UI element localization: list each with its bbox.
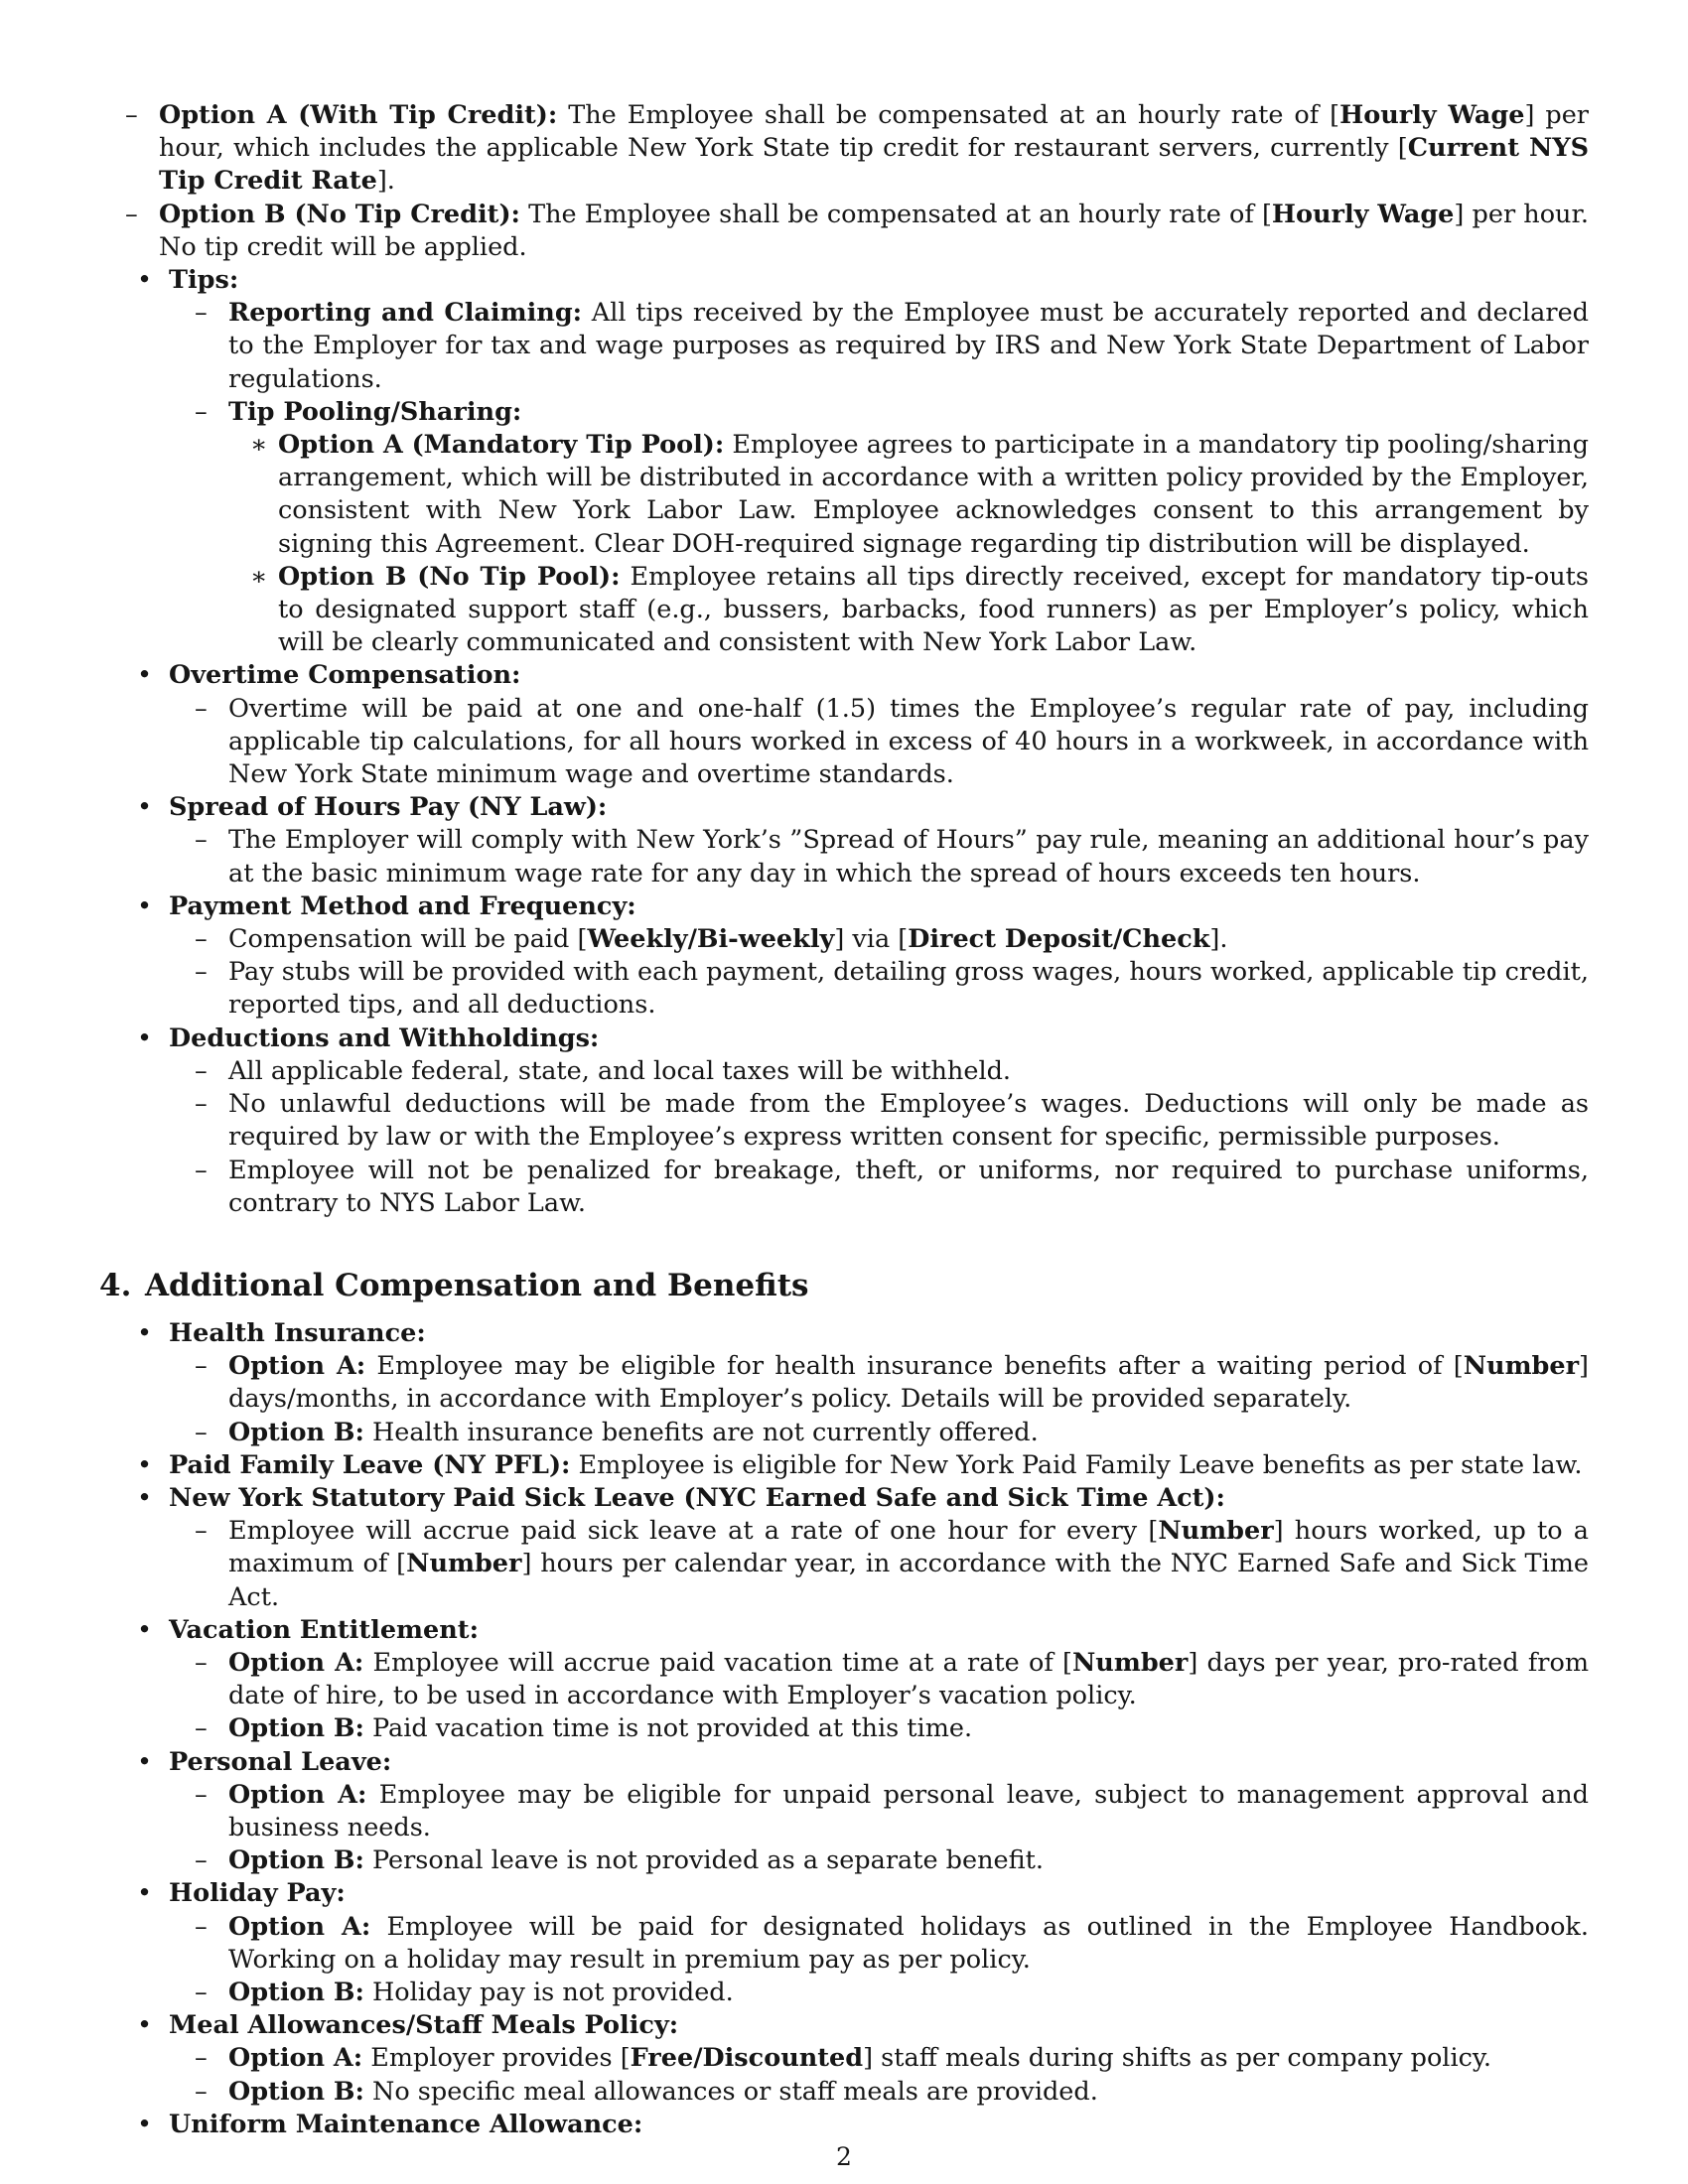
- overtime-item: • Overtime Compensation: – Overtime will be paid at one and one-half (1.5) times the Employee’s regular rate of pay, including applicable tip calculations, for all hours worked in excess of 40 hours in a workweek, in accordance with New York State minimum wage and overtime standards.: [99, 659, 1589, 791]
- placeholder-field: Weekly/Bi-weekly: [587, 924, 835, 955]
- health-insurance-item: • Health Insurance: – Option A: Employee may be eligible for health insurance benefits after a waiting period of [Number] days/months, in accordance with Employer’s policy. Details will be provided separately. – Option B: Health insurance benefits are not currently offered.: [99, 1317, 1589, 1449]
- item-title: Uniform Maintenance Allowance:: [169, 2109, 643, 2139]
- item-title: Payment Method and Frequency:: [169, 890, 636, 921]
- personal-leave-item: • Personal Leave: – Option A: Employee may be eligible for unpaid personal leave, subject to management approval and business needs. – Option B: Personal leave is not provided as a separate benefit.: [99, 1746, 1589, 1878]
- page-number: 2: [836, 2142, 852, 2171]
- placeholder-field: Number: [1158, 1516, 1274, 1547]
- item-title: Meal Allowances/Staff Meals Policy:: [169, 2010, 679, 2041]
- option-label: Option A (With Tip Credit):: [159, 100, 558, 130]
- item-title: Spread of Hours Pay (NY Law):: [169, 792, 608, 823]
- compensation-list: [99, 264, 1589, 1220]
- item-title: Holiday Pay:: [169, 1878, 346, 1909]
- placeholder-field: Number: [1463, 1351, 1580, 1382]
- wage-options-list: [99, 99, 1589, 264]
- placeholder-field: Current NYS Tip Credit Rate: [159, 133, 1589, 197]
- tip-pool-option-a: ∗ Option A (Mandatory Tip Pool): Employee agrees to participate in a mandatory tip pooling/sharing arrangement, which will be distributed in accordance with a written policy provided by the Employer, consistent with New York Labor Law. Employee acknowledges consent to this arrangement by signing this Agreement. Clear DOH-required signage regarding tip distribution will be displayed.: [228, 429, 1589, 561]
- deductions-item: • Deductions and Withholdings: – All applicable federal, state, and local taxes will be withheld. – No unlawful deductions will be made from the Employee’s wages. Deductions will only be made as required by law or with the Employee’s express written consent for specific, permissible purposes. – Employee will not be penalized for breakage, theft, or uniforms, nor required to purchase uniforms, contrary to NYS Labor Law.: [99, 1023, 1589, 1220]
- option-label: Option B (No Tip Credit):: [159, 199, 520, 229]
- spread-of-hours-item: • Spread of Hours Pay (NY Law): – The Employer will comply with New York’s ”Spread of Hours” pay rule, meaning an additional hour’s pay at the basic minimum wage rate for any day in which the spread of hours exceeds ten hours.: [99, 791, 1589, 890]
- payment-method-item: • Payment Method and Frequency: – Compensation will be paid [Weekly/Bi-weekly] via [Direct Deposit/Check]. – Pay stubs will be provided with each payment, detailing gross wages, hours worked, applicable tip credit, reported tips, and all deductions.: [99, 890, 1589, 1023]
- item-title: Overtime Compensation:: [169, 660, 521, 691]
- item-title: Personal Leave:: [169, 1746, 392, 1777]
- wage-option-b: – Option B (No Tip Credit): The Employee shall be compensated at an hourly rate of [Hourly Wage] per hour. No tip credit will be applied.: [99, 199, 1589, 264]
- item-title: Deductions and Withholdings:: [169, 1023, 600, 1053]
- benefits-list: [99, 1317, 1589, 2141]
- wage-option-a: – Option A (With Tip Credit): The Employee shall be compensated at an hourly rate of [Hourly Wage] per hour, which includes the applicable New York State tip credit for restaurant servers, currently [Current NYS Tip Credit Rate].: [99, 99, 1589, 199]
- vacation-item: • Vacation Entitlement: – Option A: Employee will accrue paid vacation time at a rate of [Number] days per year, pro-rated from date of hire, to be used in accordance with Employer’s vacation policy. – Option B: Paid vacation time is not provided at this time.: [99, 1614, 1589, 1746]
- item-title: Health Insurance:: [169, 1317, 426, 1348]
- item-title: Tips:: [169, 265, 239, 296]
- placeholder-field: Hourly Wage: [1339, 100, 1525, 130]
- meal-allowance-item: • Meal Allowances/Staff Meals Policy: – Option A: Employer provides [Free/Discounted] staff meals during shifts as per company policy. – Option B: No specific meal allowances or staff meals are provided.: [99, 2009, 1589, 2109]
- placeholder-field: Hourly Wage: [1271, 199, 1455, 229]
- placeholder-field: Number: [1072, 1647, 1189, 1678]
- placeholder-field: Free/Discounted: [630, 2043, 864, 2074]
- tips-reporting: – Reporting and Claiming: All tips received by the Employee must be accurately reported and declared to the Employer for tax and wage purposes as required by IRS and New York State Department of Labor regulations.: [169, 297, 1589, 396]
- document-page: [99, 99, 1589, 2141]
- tips-item: [99, 264, 1589, 659]
- placeholder-field: Direct Deposit/Check: [908, 924, 1210, 955]
- tip-pool-option-b: ∗ Option B (No Tip Pool): Employee retains all tips directly received, except for mandatory tip-outs to designated support staff (e.g., bussers, barbacks, food runners) as per Employer’s policy, which will be clearly communicated and consistent with New York Labor Law.: [228, 561, 1589, 660]
- uniform-allowance-item: [99, 2109, 1589, 2141]
- placeholder-field: Number: [406, 1549, 522, 1579]
- tips-pooling: – Tip Pooling/Sharing: ∗ Option A (Mandatory Tip Pool): Employee agrees to participate in a mandatory tip pooling/sharing arrangement, which will be distributed in accordance with a written policy provided by the Employer, consistent with New York Labor Law. Employee acknowledges consent to this arrangement by signing this Agreement. Clear DOH-required signage regarding tip distribution will be displayed. ∗ Option B (No Tip Pool): Employee retains all tips directly received, except for mandatory tip-outs to designated support staff (e.g., bussers, barbacks, food runners) as per Employer’s policy, which will be clearly communicated and consistent with New York Labor Law.: [169, 396, 1589, 660]
- paid-family-leave-item: • Paid Family Leave (NY PFL): Employee is eligible for New York Paid Family Leave benefits as per state law.: [99, 1449, 1589, 1482]
- holiday-pay-item: • Holiday Pay: – Option A: Employee will be paid for designated holidays as outlined in the Employee Handbook. Working on a holiday may result in premium pay as per policy. – Option B: Holiday pay is not provided.: [99, 1877, 1589, 2009]
- section-heading: 4. Additional Compensation and Benefits: [99, 1267, 809, 1303]
- item-title: New York Statutory Paid Sick Leave (NYC Earned Safe and Sick Time Act):: [169, 1482, 1225, 1513]
- item-title: Vacation Entitlement:: [169, 1614, 479, 1645]
- sick-leave-item: • New York Statutory Paid Sick Leave (NYC Earned Safe and Sick Time Act): – Employee will accrue paid sick leave at a rate of one hour for every [Number] hours worked, up to a maximum of [Number] hours per calendar year, in accordance with the NYC Earned Safe and Sick Time Act.: [99, 1482, 1589, 1614]
